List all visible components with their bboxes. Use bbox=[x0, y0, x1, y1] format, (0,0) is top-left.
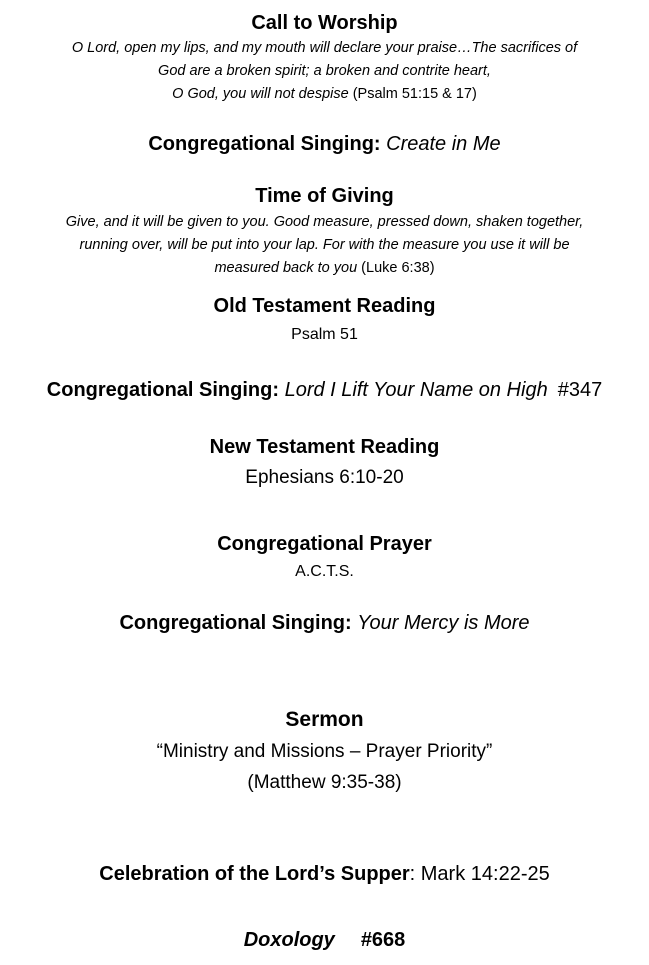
singing-2-number: #347 bbox=[557, 379, 603, 401]
call-to-worship-line-3-text: O God, you will not despise bbox=[172, 86, 349, 102]
giving-line-3-text: measured back to you bbox=[214, 260, 358, 276]
sermon-heading: Sermon bbox=[285, 708, 364, 731]
giving-line-3 bbox=[0, 257, 649, 280]
giving-line-1: Give, and it will be given to you. Good measure, pressed down, shaken together, bbox=[65, 214, 584, 230]
singing-1 bbox=[0, 132, 649, 156]
prayer-heading: Congregational Prayer bbox=[217, 533, 432, 555]
old-testament-reference: Psalm 51 bbox=[291, 326, 358, 343]
singing-3 bbox=[0, 611, 649, 635]
lords-supper bbox=[0, 862, 649, 886]
singing-1-label: Congregational Singing: bbox=[148, 133, 381, 155]
singing-3-label: Congregational Singing: bbox=[119, 612, 352, 634]
call-to-worship-heading: Call to Worship bbox=[251, 12, 398, 34]
sermon-reference: (Matthew 9:35-38) bbox=[247, 772, 402, 793]
singing-2-song: Lord I Lift Your Name on High bbox=[284, 379, 548, 401]
giving-line-2: running over, will be put into your lap. For with the measure you use it will be bbox=[79, 237, 570, 253]
call-to-worship-line-3 bbox=[0, 83, 649, 106]
singing-2 bbox=[0, 378, 649, 402]
lords-supper-reference: : Mark 14:22-25 bbox=[409, 863, 550, 885]
giving-heading: Time of Giving bbox=[255, 185, 394, 207]
old-testament-heading: Old Testament Reading bbox=[213, 295, 436, 317]
singing-2-label: Congregational Singing: bbox=[46, 379, 280, 401]
prayer-detail: A.C.T.S. bbox=[295, 563, 354, 580]
doxology-number: #668 bbox=[360, 929, 406, 951]
lords-supper-label: Celebration of the Lord’s Supper bbox=[99, 863, 410, 885]
call-to-worship-reference: (Psalm 51:15 & 17) bbox=[352, 86, 477, 102]
doxology-label: Doxology bbox=[243, 929, 335, 951]
call-to-worship-line-2: God are a broken spirit; a broken and contrite heart, bbox=[158, 63, 491, 79]
giving-reference: (Luke 6:38) bbox=[361, 260, 435, 276]
call-to-worship-line-1: O Lord, open my lips, and my mouth will declare your praise…The sacrifices of bbox=[71, 40, 578, 56]
sermon-title: “Ministry and Missions – Prayer Priority” bbox=[156, 741, 493, 762]
singing-3-song: Your Mercy is More bbox=[357, 612, 530, 634]
singing-1-song: Create in Me bbox=[386, 133, 501, 155]
new-testament-reference: Ephesians 6:10-20 bbox=[245, 467, 404, 488]
new-testament-heading: New Testament Reading bbox=[209, 436, 440, 458]
doxology bbox=[0, 928, 649, 952]
